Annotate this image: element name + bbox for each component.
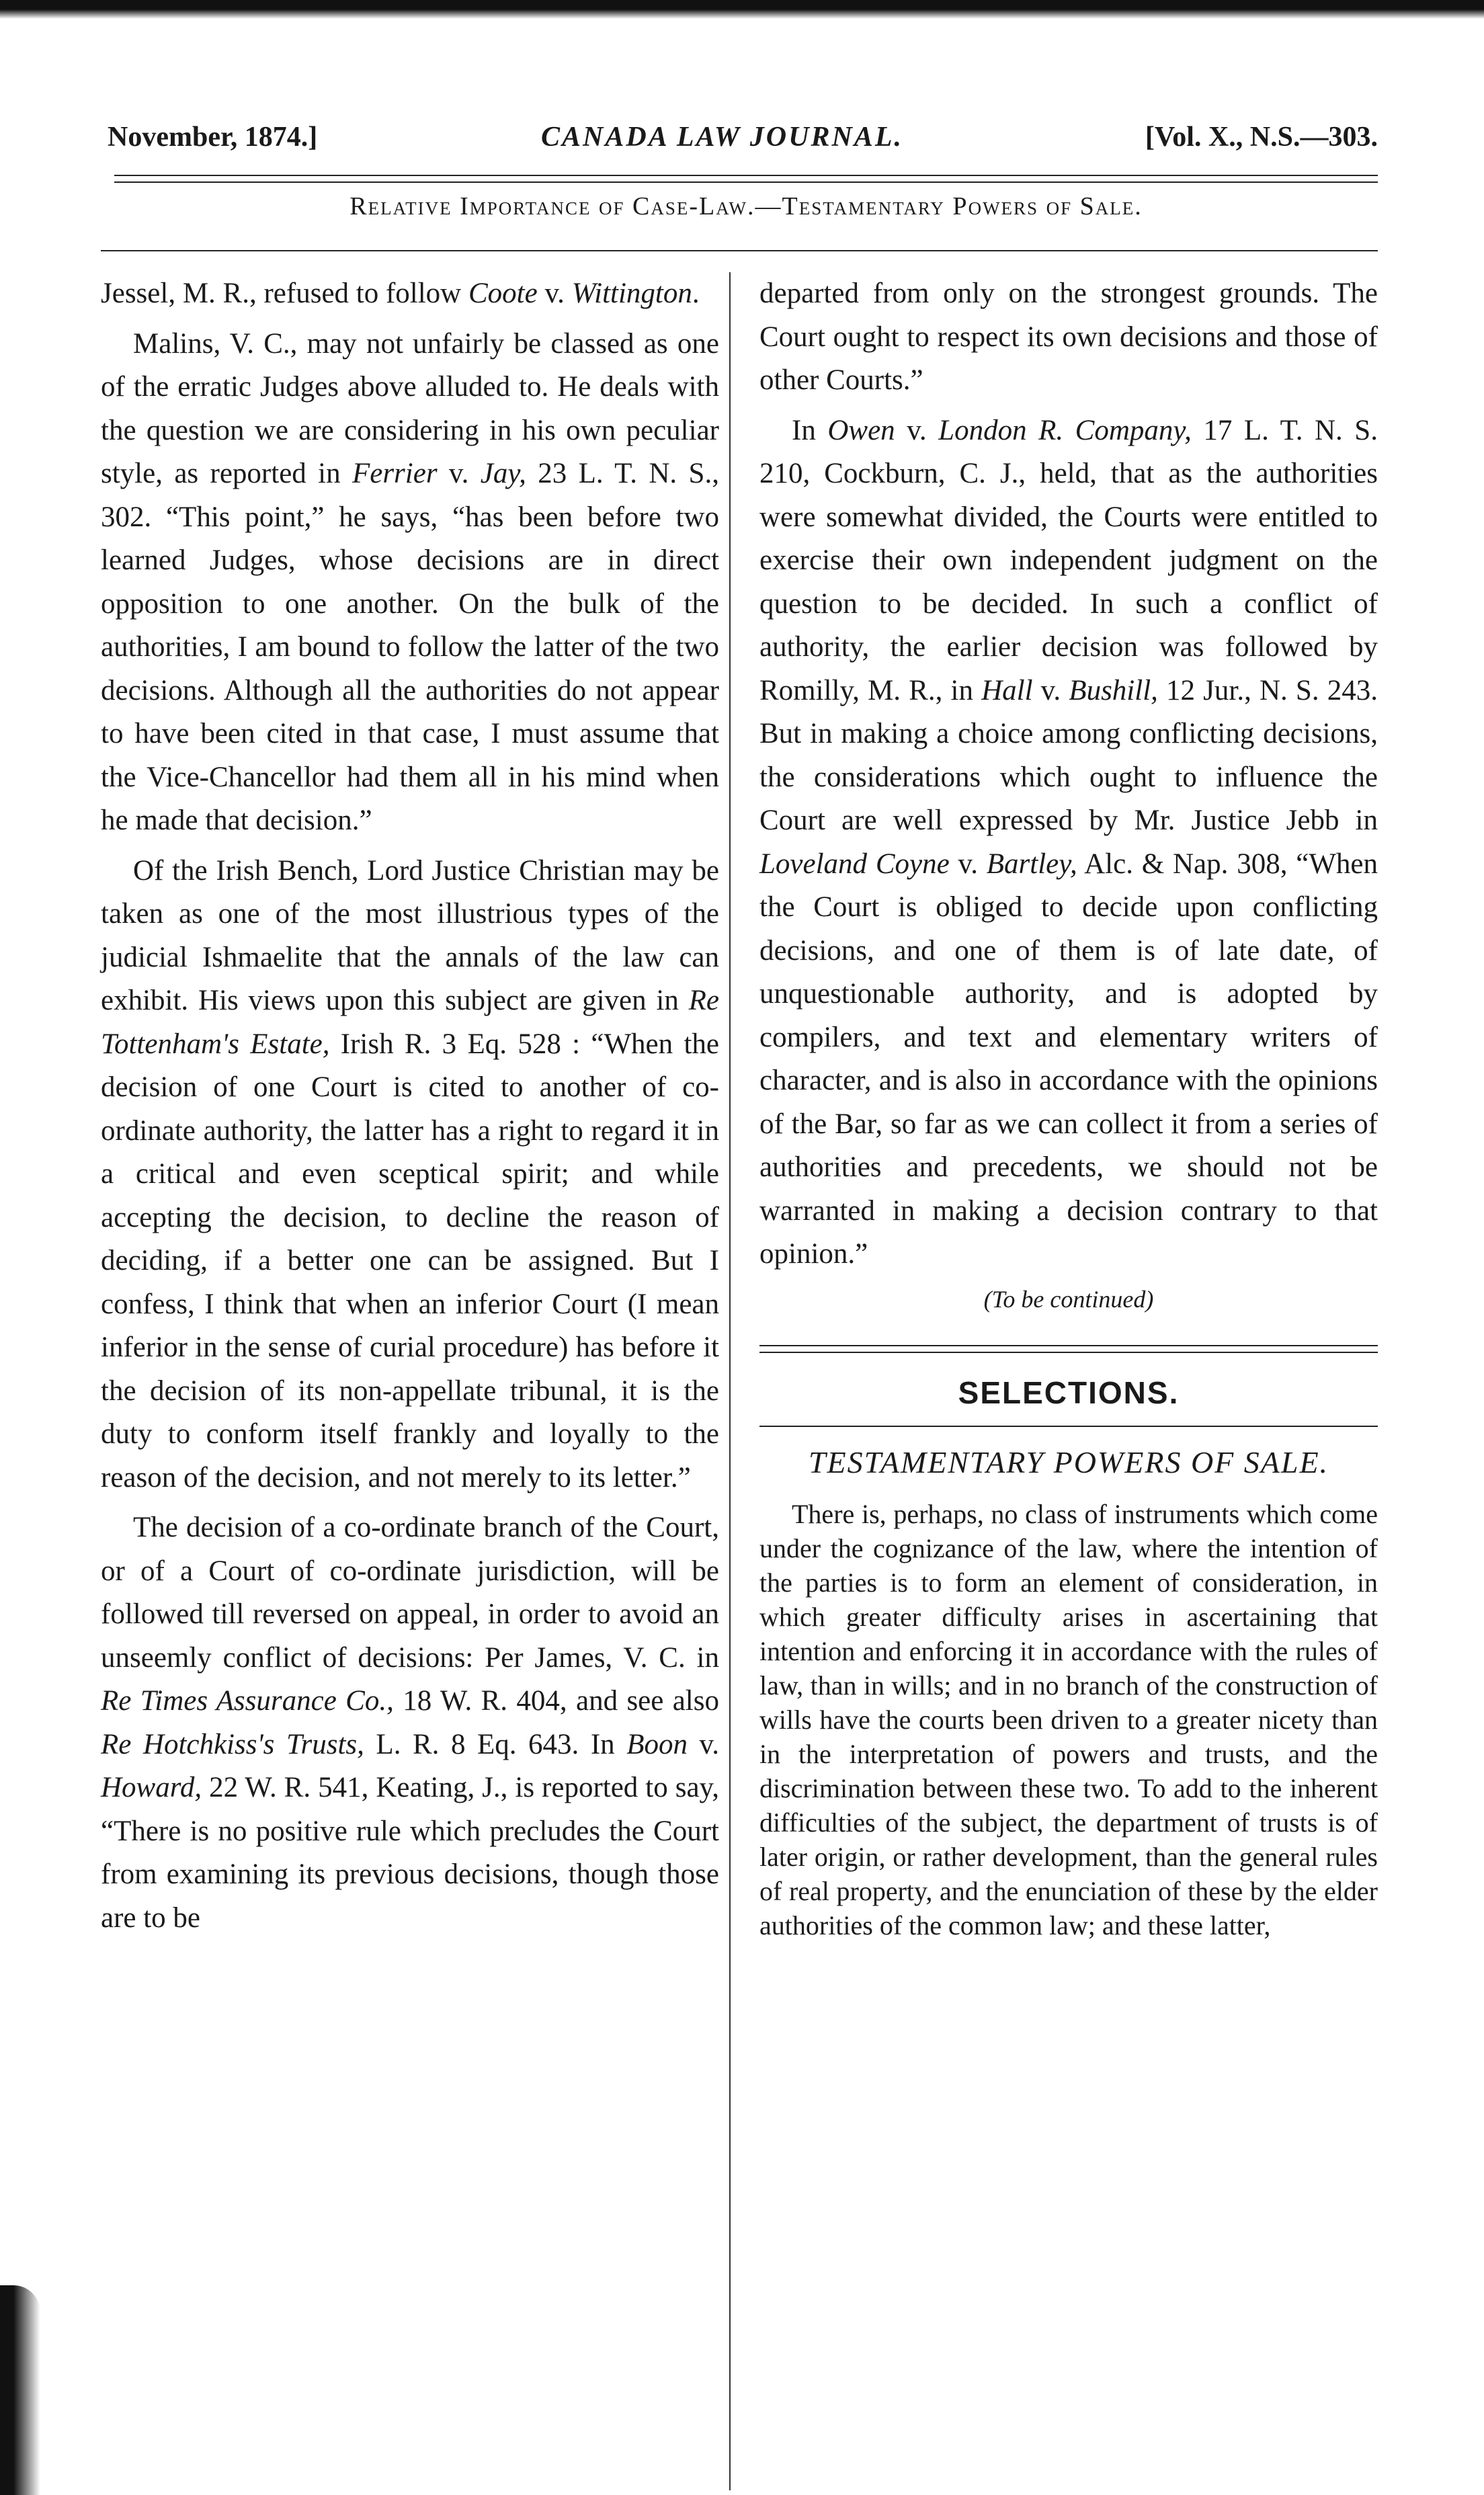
column-divider [729,272,731,2490]
section-double-rule [759,1345,1378,1369]
left-column [101,272,719,1940]
subheader-rule [101,250,1378,251]
to-be-continued-note: (To be continued) [983,1285,1154,1313]
paragraph: Malins, V. C., may not unfairly be classed as one of the erratic Judges above alluded to. He deals with the question we are considering in his own peculiar style, as reported in Ferrier v. Jay, 23 L. T. N. S., 302. “This point,” he says, “has been before two learned Judges, whose decisions are in direct opposition to one another. On the bulk of the authorities, I am bound to follow the latter of the two decisions. Although all the authorities do not appear to have been cited in that case, I must assume that the Vice-Chancellor had them all in his mind when he made that decision.” [101,327,719,836]
paragraph: In Owen v. London R. Company, 17 L. T. N. S. 210, Cockburn, C. J., held, that as the authorities were somewhat divided, the Courts were entitled to exercise their own independent judgment on the question to be decided. In such a conflict of authority, the earlier decision was followed by Romilly, M. R., in Hall v. Bushill, 12 Jur., N. S. 243. But in making a choice among conflicting decisions, the considerations which ought to influence the Court are well expressed by Mr. Justice Jebb in Loveland Coyne v. Bartley, Alc. & Nap. 308, “When the Court is obliged to decide upon conflicting decisions, and one of them is of late date, of unquestionable authority, and is adopted by compilers, and text and elementary writers of character, and is also in accordance with the opinions of the Bar, so far as we can collect it from a series of authorities and precedents, we should not be warranted in making a decision contrary to that opinion.” [759,414,1378,1270]
running-header [101,108,1378,161]
scan-edge-left [0,2285,40,2495]
scan-edge-top [0,0,1484,19]
article-title: TESTAMENTARY POWERS OF SALE. [808,1444,1329,1479]
header-double-rule [114,175,1378,183]
paragraph: The decision of a co-ordinate branch of the Court, or of a Court of co-ordinate jurisdiction, will be followed till reversed on appeal, in order to avoid an unseemly conflict of decisions: Per James, V. C. in Re Times Assurance Co., 18 W. R. 404, and see also Re Hotchkiss's Trusts, L. R. 8 Eq. 643. In Boon v. Howard, 22 W. R. 541, Keating, J., is reported to say, “There is no positive rule which precludes the Court from examining its previous decisions, though those are to be [101,1512,719,1934]
paragraph: Of the Irish Bench, Lord Justice Christian may be taken as one of the most illustrious types of the judicial Ishmaelite that the annals of the law can exhibit. His views upon this subject are given in Re Tottenham's Estate, Irish R. 3 Eq. 528 : “When the decision of one Court is cited to another of co-ordinate authority, the latter has a right to regard it in a critical and even sceptical spirit; and while accepting the decision, to decline the reason of deciding, if a better one can be assigned. But I confess, I think that when an inferior Court (I mean inferior in the sense of curial procedure) has before it the decision of its non-appellate tribunal, it is the duty to conform itself frankly and loyally to the reason of the decision, and not merely to its letter.” [101,854,719,1494]
right-column [759,272,1378,1942]
section-rule [759,1426,1378,1427]
page-subheader: Relative Importance of Case-Law.—Testamentary Powers of Sale. [349,192,1143,220]
header-date: November, 1874.] [108,122,318,153]
header-volume: [Vol. X., N.S.—303. [1145,122,1378,153]
paragraph: departed from only on the strongest grounds. The Court ought to respect its own decisions and those of other Courts.” [759,278,1378,396]
paragraph: Jessel, M. R., refused to follow Coote v. Wittington. [101,278,700,309]
journal-page [101,108,1378,1940]
paragraph: There is, perhaps, no class of instruments which come under the cognizance of the law, where the intention of the parties is to form an element of consideration, in which greater difficulty arises in ascertaining that intention and enforcing it in accordance with the rules of law, than in wills; and in no branch of the construction of wills have the courts been driven to a greater nicety than in the interpretation of powers and trusts, and the discrimination between these two. To add to the inherent difficulties of the subject, the department of trusts is of later origin, or rather development, than the general rules of real property, and the enunciation of these by the elder authorities of the common law; and these latter, [759,1498,1378,1940]
header-journal-title: CANADA LAW JOURNAL. [541,122,903,153]
section-title: SELECTIONS. [958,1375,1180,1410]
